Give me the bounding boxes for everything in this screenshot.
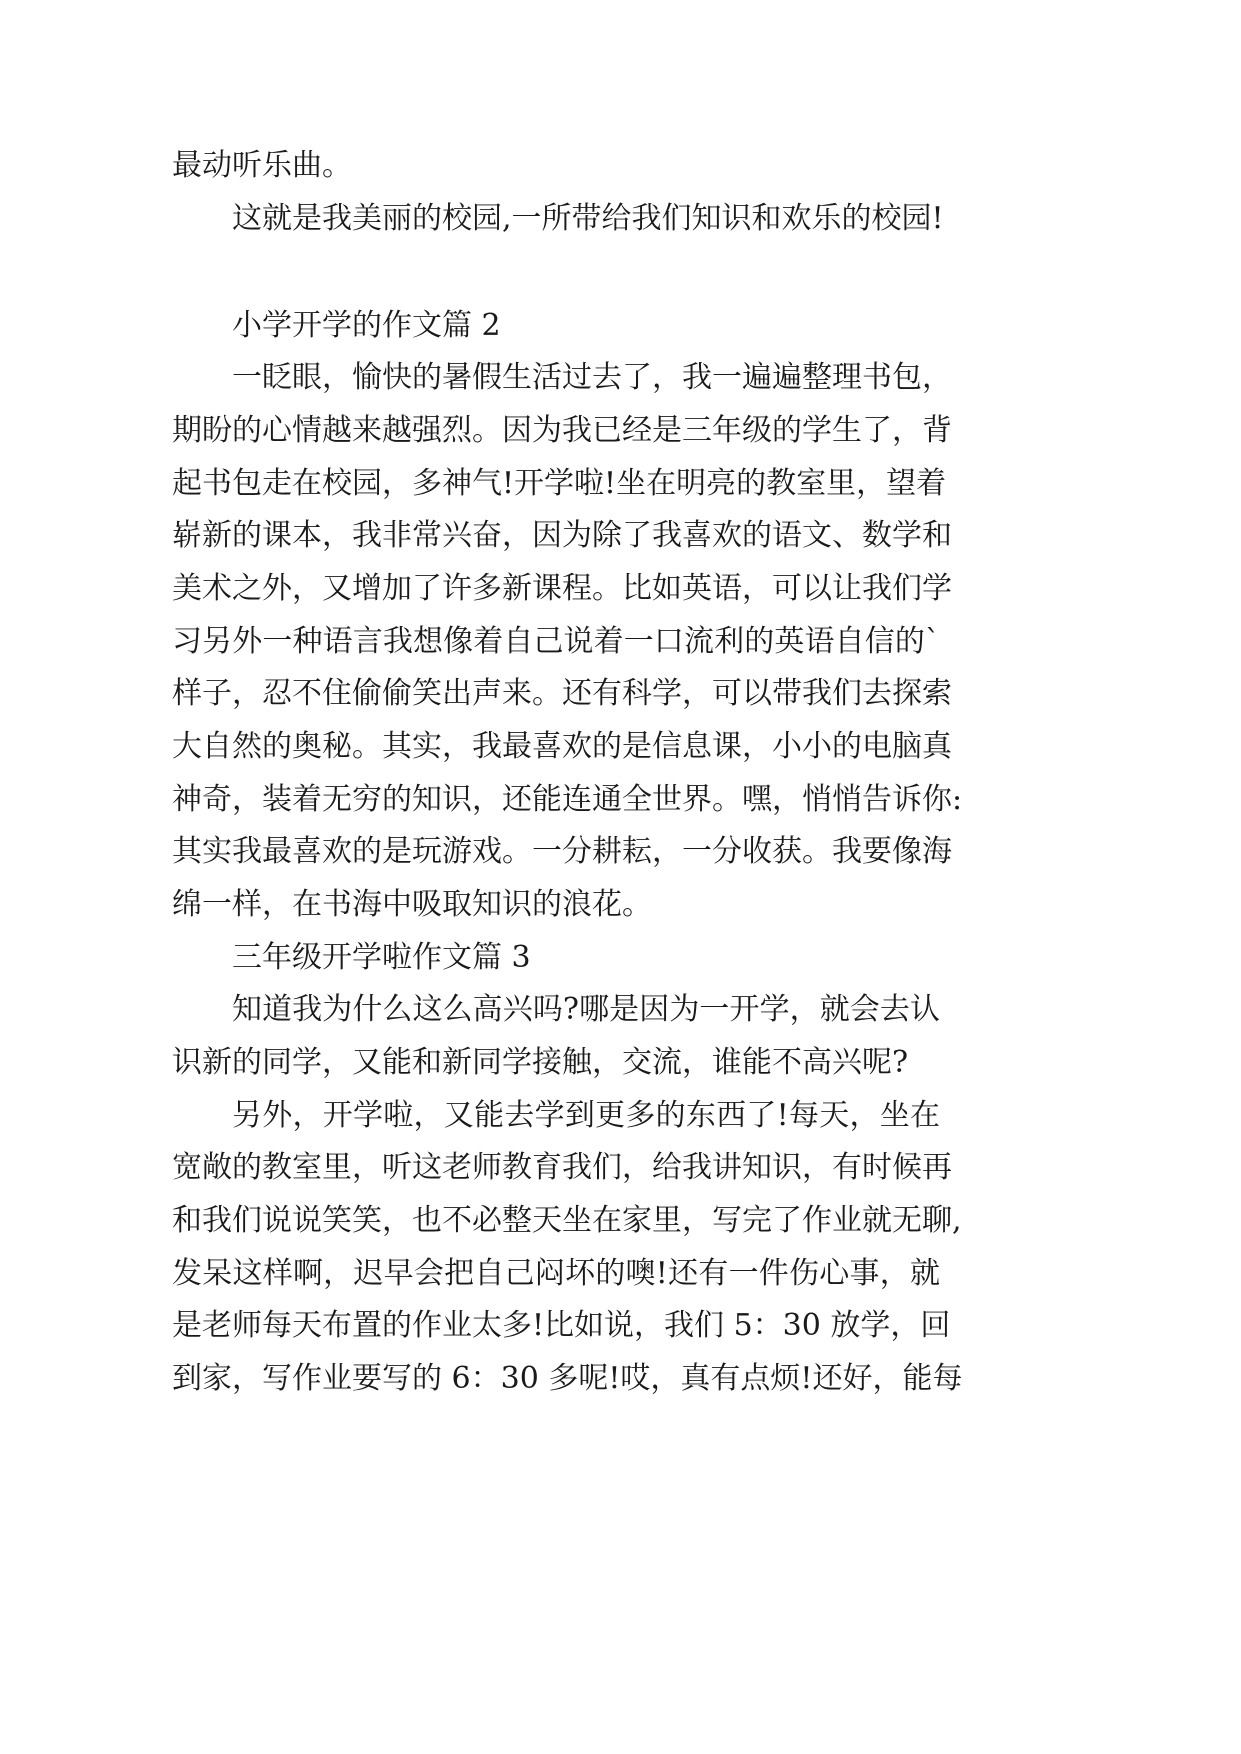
- text-line: [0, 403, 1241, 459]
- text-line: [0, 614, 1241, 670]
- text-line: [0, 138, 1241, 194]
- text-line-content: 崭新的课本，我非常兴奋，因为除了我喜欢的语文、数学和: [172, 518, 952, 553]
- text-line: [0, 508, 1241, 564]
- section-heading: [0, 930, 1241, 986]
- text-line-content: 神奇，装着无穷的知识，还能连通全世界。嘿，悄悄告诉你:: [172, 782, 963, 817]
- text-line-content: 样子，忍不住偷偷笑出声来。还有科学，可以带我们去探索: [172, 676, 952, 711]
- text-line: [0, 350, 1241, 406]
- text-line: [0, 1246, 1241, 1302]
- text-line-content: 另外，开学啦，又能去学到更多的东西了!每天，坐在: [232, 1098, 940, 1133]
- text-line-content: 和我们说说笑笑，也不必整天坐在家里，写完了作业就无聊,: [172, 1203, 962, 1238]
- text-line-content: 知道我为什么这么高兴吗?哪是因为一开学，就会去认: [232, 992, 940, 1027]
- text-line: [0, 1088, 1241, 1144]
- text-line: [0, 1351, 1241, 1407]
- text-line: [0, 877, 1241, 933]
- text-line-content: 其实我最喜欢的是玩游戏。一分耕耘，一分收获。我要像海: [172, 834, 952, 869]
- text-line: [0, 666, 1241, 722]
- text-line: [0, 1298, 1241, 1354]
- text-line-content: 是老师每天布置的作业太多!比如说，我们 5：30 放学，回: [172, 1308, 951, 1343]
- section-heading: [0, 298, 1241, 354]
- section-heading-text: 三年级开学啦作文篇 3: [232, 940, 531, 975]
- text-line-content: 起书包走在校园，多神气!开学啦!坐在明亮的教室里，望着: [172, 466, 947, 501]
- text-line-content: 最动听乐曲。: [172, 148, 352, 183]
- text-line: [0, 1035, 1241, 1091]
- text-line: [0, 719, 1241, 775]
- section-heading-text: 小学开学的作文篇 2: [232, 308, 501, 343]
- text-line: [0, 1193, 1241, 1249]
- text-line-content: 习另外一种语言我想像着自己说着一口流利的英语自信的`: [172, 624, 940, 659]
- text-line: [0, 1140, 1241, 1196]
- text-line-content: 一眨眼，愉快的暑假生活过去了，我一遍遍整理书包，: [232, 360, 952, 395]
- text-line: [0, 191, 1241, 247]
- text-line: [0, 772, 1241, 828]
- text-line-content: 发呆这样啊，迟早会把自己闷坏的噢!还有一件伤心事，就: [172, 1256, 940, 1291]
- text-line-content: 这就是我美丽的校园,一所带给我们知识和欢乐的校园!: [232, 201, 944, 236]
- text-line-content: 宽敞的教室里，听这老师教育我们，给我讲知识，有时候再: [172, 1150, 952, 1185]
- text-line-content: 到家，写作业要写的 6：30 多呢!哎，真有点烦!还好，能每: [172, 1361, 963, 1396]
- text-line: [0, 456, 1241, 512]
- text-line-content: 识新的同学，又能和新同学接触，交流，谁能不高兴呢?: [172, 1045, 909, 1080]
- text-line: [0, 824, 1241, 880]
- text-line: [0, 561, 1241, 617]
- text-line-content: 美术之外，又增加了许多新课程。比如英语，可以让我们学: [172, 571, 952, 606]
- text-line-content: 大自然的奥秘。其实，我最喜欢的是信息课，小小的电脑真: [172, 729, 952, 764]
- text-line-content: 期盼的心情越来越强烈。因为我已经是三年级的学生了，背: [172, 413, 952, 448]
- text-line-content: 绵一样，在书海中吸取知识的浪花。: [172, 887, 652, 922]
- text-line: [0, 982, 1241, 1038]
